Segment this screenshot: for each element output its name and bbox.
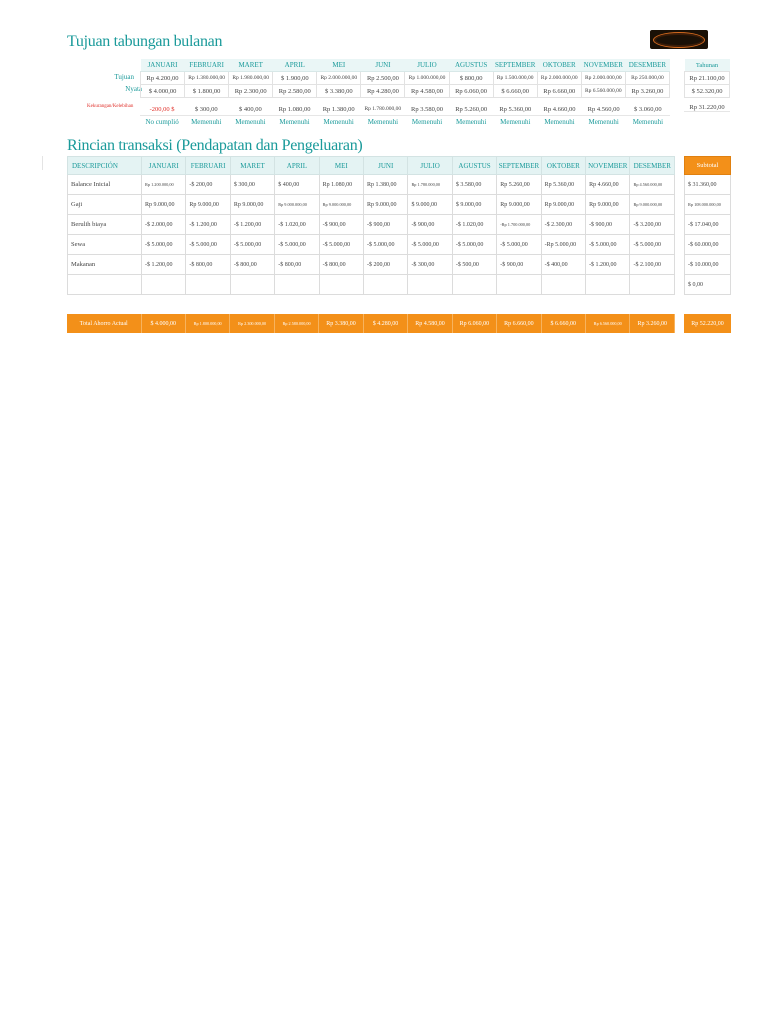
transactions-table [67,156,675,295]
table-cell[interactable]: -$ 200,00 [186,175,230,195]
month-header: JUNI [364,157,408,175]
table-cell[interactable]: -$ 2.300,00 [541,215,585,235]
actual-cell[interactable]: Rp 2.580,00 [273,85,317,98]
annual-actual-cell[interactable]: $ 52.320,00 [685,85,730,98]
subtotal-cell[interactable]: -$ 60.000,00 [685,235,731,255]
actual-cell[interactable]: Rp 6.060,00 [449,85,493,98]
month-header: MEI [319,157,363,175]
table-cell[interactable] [586,275,630,295]
subtotal-cell[interactable]: $ 31.360,00 [685,175,731,195]
table-cell[interactable]: -$ 5.000,00 [408,235,452,255]
table-cell[interactable]: Rp 9.000,00 [142,195,186,215]
actual-cell[interactable]: $ 1.800,00 [185,85,229,98]
status-cell: Memenuhi [367,118,399,126]
goal-cell[interactable]: Rp 2.000.000,00 [317,72,361,85]
table-cell[interactable]: -$ 5.000,00 [230,235,274,255]
table-row [68,255,675,275]
table-cell[interactable]: -$ 1.200,00 [142,255,186,275]
subtotal-header: Subtotal [685,157,731,175]
month-header: FEBRUARI [185,59,229,72]
goal-cell[interactable]: Rp 1.000.000,00 [405,72,449,85]
status-cell: Memenuhi [588,118,619,126]
table-cell[interactable]: -$ 2.100,00 [630,255,675,275]
month-header: SEPTEMBER [497,157,541,175]
table-cell[interactable]: -$ 3.200,00 [630,215,675,235]
table-cell[interactable]: -$ 1.020,00 [452,215,496,235]
total-cell[interactable]: Rp 2.300.000,00 [230,314,274,333]
description-header: DESCRIPCIÓN [68,157,142,175]
status-cell: Memenuhi [632,118,664,126]
table-cell[interactable]: Rp 1.380,00 [364,175,408,195]
table-cell[interactable]: -$ 5.000,00 [497,235,541,255]
status-cell: Memenuhi [544,118,575,126]
table-cell[interactable]: Rp 1.780.000,00 [408,175,452,195]
goal-cell[interactable]: Rp 2.000.000,00 [581,72,625,85]
table-cell[interactable]: -$ 900,00 [497,255,541,275]
month-header: MARET [230,157,274,175]
status-row [140,116,670,128]
table-cell[interactable]: Rp 9.000,00 [541,195,585,215]
row-label: Gaji [68,195,142,215]
row-label: Balance Inicial [68,175,142,195]
actual-cell[interactable]: Rp 3.260,00 [625,85,669,98]
difference-cell[interactable]: $ 400,00 [228,103,272,116]
row-label[interactable] [68,275,142,295]
table-cell[interactable]: Rp 5.260,00 [497,175,541,195]
table-cell[interactable]: -$ 1.200,00 [186,215,230,235]
transactions-title: Rincian transaksi (Pendapatan dan Pengeluaran) [67,137,363,154]
table-cell[interactable]: Rp 9.000.000,00 [275,195,319,215]
table-cell[interactable]: Rp 4.560.000,00 [630,175,675,195]
actual-row-label: Nyata [125,85,142,93]
difference-cell[interactable]: Rp 4.560,00 [582,103,626,116]
table-cell[interactable]: -$ 900,00 [408,215,452,235]
actual-cell[interactable]: $ 4.000,00 [141,85,185,98]
divider [42,156,43,170]
table-cell[interactable]: -$ 500,00 [452,255,496,275]
table-cell[interactable] [630,275,675,295]
table-cell[interactable]: Rp 9.000,00 [497,195,541,215]
total-cell[interactable]: Rp 1.800.000,00 [185,314,229,333]
table-row [68,215,675,235]
table-cell[interactable]: -$ 2.000,00 [142,215,186,235]
subtotal-cell[interactable]: -$ 10.000,00 [685,255,731,275]
difference-row [140,103,670,116]
table-cell[interactable] [319,275,363,295]
table-cell[interactable] [275,275,319,295]
month-header: DESEMBER [630,157,675,175]
transactions-header-row [68,157,675,175]
table-cell[interactable] [142,275,186,295]
table-cell[interactable]: $ 3.580,00 [452,175,496,195]
table-cell[interactable]: Rp 9.000,00 [586,195,630,215]
table-cell[interactable] [452,275,496,295]
table-cell[interactable]: -$ 5.000,00 [186,235,230,255]
table-cell[interactable]: Rp 1.200.000,00 [142,175,186,195]
table-row [68,235,675,255]
table-cell[interactable]: -$ 5.000,00 [275,235,319,255]
goal-cell[interactable]: Rp 2.500,00 [361,72,405,85]
table-cell[interactable]: $ 400,00 [275,175,319,195]
table-cell[interactable] [186,275,230,295]
table-cell[interactable]: $ 9.000,00 [452,195,496,215]
total-cell[interactable]: $ 6.660,00 [541,314,585,333]
table-cell[interactable]: -$ 1.200,00 [586,255,630,275]
goal-cell[interactable]: Rp 2.000.000,00 [537,72,581,85]
month-header: AGUSTUS [452,157,496,175]
goal-cell[interactable]: Rp 4.200,00 [141,72,185,85]
annual-goal-cell[interactable]: Rp 21.100,00 [685,72,730,85]
month-header: MARET [229,59,273,72]
table-cell[interactable]: -$ 5.000,00 [586,235,630,255]
actual-cell[interactable]: Rp 6.560.000,00 [581,85,625,98]
status-cell: No cumplió [145,118,179,126]
table-cell[interactable]: Rp 9.000.000,00 [630,195,675,215]
table-cell[interactable]: -$ 800,00 [186,255,230,275]
month-header: SEPTEMBER [493,59,537,72]
table-cell[interactable]: -$ 5.000,00 [452,235,496,255]
month-header: OKTOBER [537,59,581,72]
status-table [140,116,670,128]
table-cell[interactable]: $ 9.000,00 [408,195,452,215]
actual-cell[interactable]: $ 6.660,00 [493,85,537,98]
total-cell[interactable]: Rp 3.380,00 [319,314,363,333]
total-row [67,314,675,333]
goal-cell[interactable]: $ 800,00 [449,72,493,85]
total-cell[interactable]: $ 4.000,00 [141,314,185,333]
status-cell: Memenuhi [191,118,222,126]
table-cell[interactable]: Rp 5.360,00 [541,175,585,195]
table-cell[interactable]: Rp 1.080,00 [319,175,363,195]
month-header: OKTOBER [541,157,585,175]
goal-cell[interactable]: Rp 250.000,00 [625,72,669,85]
table-cell[interactable] [497,275,541,295]
difference-annual-cell[interactable]: Rp 31.220,00 [684,104,730,112]
difference-cell[interactable]: Rp 5.260,00 [449,103,493,116]
row-label: Sewa [68,235,142,255]
table-cell[interactable] [541,275,585,295]
brand-logo [650,30,708,49]
table-cell[interactable]: -$ 900,00 [319,215,363,235]
difference-cell[interactable]: Rp 5.360,00 [493,103,537,116]
table-cell[interactable]: -$ 200,00 [364,255,408,275]
difference-cell[interactable]: Rp 1.380,00 [317,103,361,116]
actual-cell[interactable]: $ 3.380,00 [317,85,361,98]
actual-cell[interactable]: Rp 4.280,00 [361,85,405,98]
total-cell[interactable]: Rp 6.660,00 [497,314,541,333]
month-header: FEBRUARI [186,157,230,175]
table-cell[interactable]: Rp 4.660,00 [586,175,630,195]
status-cell: Memenuhi [456,118,487,126]
total-cell[interactable]: Rp 2.580.000,00 [274,314,318,333]
goal-cell[interactable]: Rp 1.980.000,00 [229,72,273,85]
goal-cell[interactable]: Rp 1.500.000,00 [493,72,537,85]
month-header: JULIO [405,59,449,72]
status-cell: Memenuhi [323,118,354,126]
table-cell[interactable]: -$ 1.200,00 [230,215,274,235]
table-cell[interactable]: -Rp 5.000,00 [541,235,585,255]
difference-cell[interactable]: $ 300,00 [184,103,228,116]
table-row [68,275,675,295]
table-cell[interactable]: -$ 5.000,00 [142,235,186,255]
actual-cell[interactable]: Rp 6.660,00 [537,85,581,98]
annual-header: Tahunan [685,59,730,72]
difference-cell[interactable]: Rp 3.580,00 [405,103,449,116]
table-cell[interactable]: -Rp 1.700.000,00 [497,215,541,235]
total-subtotal-cell[interactable]: Rp 52.220,00 [684,314,731,333]
month-header: DESEMBER [625,59,669,72]
goal-row [141,72,670,85]
total-cell[interactable]: $ 4.280,00 [363,314,407,333]
goal-cell[interactable]: $ 1.900,00 [273,72,317,85]
total-savings-table [67,314,675,333]
table-cell[interactable]: -$ 900,00 [364,215,408,235]
total-cell[interactable]: Rp 4.580,00 [408,314,452,333]
total-cell[interactable]: Rp 6.560.000,00 [586,314,630,333]
difference-cell[interactable]: Rp 4.660,00 [537,103,581,116]
table-row [68,175,675,195]
month-header: NOVEMBER [586,157,630,175]
table-cell[interactable]: -$ 300,00 [408,255,452,275]
table-cell[interactable] [364,275,408,295]
savings-title: Tujuan tabungan bulanan [67,33,223,50]
total-cell[interactable]: Rp 3.260,00 [630,314,675,333]
table-cell[interactable]: -$ 1.020,00 [275,215,319,235]
month-header: MEI [317,59,361,72]
table-cell[interactable]: Rp 9.000.000,00 [319,195,363,215]
difference-cell[interactable]: Rp 1.080,00 [272,103,316,116]
month-header: APRIL [275,157,319,175]
month-header: JUNI [361,59,405,72]
actual-cell[interactable]: Rp 4.580,00 [405,85,449,98]
table-cell[interactable] [408,275,452,295]
month-header: APRIL [273,59,317,72]
total-cell[interactable]: Rp 6.060,00 [452,314,496,333]
annual-table [684,59,730,98]
table-cell[interactable] [230,275,274,295]
month-header: AGUSTUS [449,59,493,72]
subtotal-cell[interactable]: -$ 17.040,00 [685,215,731,235]
difference-cell[interactable]: -200,00 $ [140,103,184,116]
table-cell[interactable]: -$ 5.000,00 [364,235,408,255]
month-header: JULIO [408,157,452,175]
month-header: JANUARI [142,157,186,175]
month-header: NOVEMBER [581,59,625,72]
difference-label: Kekurangan/Kelebihan [87,104,134,109]
table-cell[interactable]: Rp 9.000,00 [230,195,274,215]
subtotal-cell[interactable]: Rp 108.000.000,00 [685,195,731,215]
table-cell[interactable]: -$ 900,00 [586,215,630,235]
status-cell: Memenuhi [500,118,531,126]
status-cell: Memenuhi [279,118,310,126]
difference-cell[interactable]: Rp 1.780.000,00 [361,103,405,116]
row-label: Makanan [68,255,142,275]
goal-row-label: Tujuan [114,73,134,81]
table-cell[interactable]: -$ 400,00 [541,255,585,275]
status-cell: Memenuhi [411,118,443,126]
month-header: JANUARI [141,59,185,72]
table-cell[interactable]: Rp 9.000,00 [186,195,230,215]
subtotal-table [684,156,731,295]
table-row [68,195,675,215]
monthly-goal-table [140,59,670,98]
goal-cell[interactable]: Rp 1.380.000,00 [185,72,229,85]
total-label: Total Ahorro Actual [67,314,141,333]
status-cell: Memenuhi [235,118,266,126]
subtotal-cell[interactable]: $ 0,00 [685,275,731,295]
table-cell[interactable]: Rp 9.000,00 [364,195,408,215]
difference-cell[interactable]: $ 3.060,00 [626,103,670,116]
table-cell[interactable]: -$ 5.000,00 [630,235,675,255]
actual-cell[interactable]: Rp 2.300,00 [229,85,273,98]
table-cell[interactable]: $ 300,00 [230,175,274,195]
table-cell[interactable]: -$ 5.000,00 [319,235,363,255]
actual-row [141,85,670,98]
table-cell[interactable]: -$ 800,00 [319,255,363,275]
difference-table [140,103,670,116]
table-cell[interactable]: -$ 800,00 [275,255,319,275]
month-header-row [141,59,670,72]
row-label: Berulih biaya [68,215,142,235]
total-savings-bar [67,314,675,333]
table-cell[interactable]: -$ 800,00 [230,255,274,275]
logo-ring-icon [653,32,705,48]
